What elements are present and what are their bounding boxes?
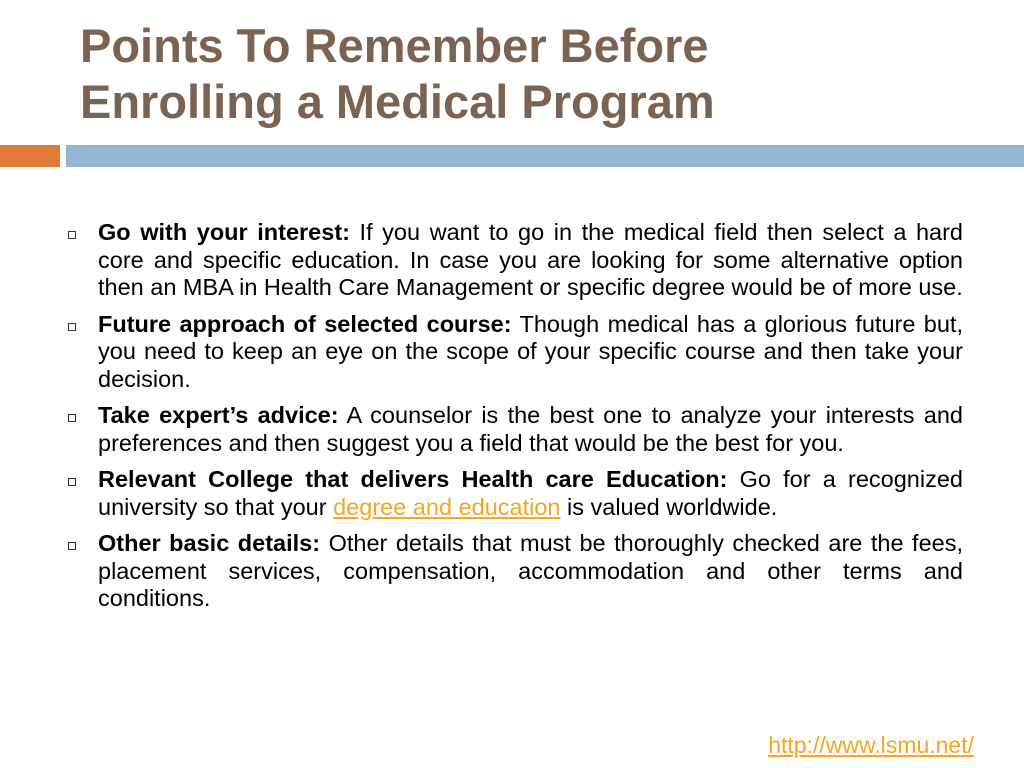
bullet-item-expert-advice bbox=[60, 402, 963, 457]
degree-education-link[interactable]: degree and education bbox=[333, 493, 561, 520]
slide-title bbox=[80, 18, 1000, 130]
bullet-item-future-approach bbox=[60, 311, 963, 394]
bullet-lead: Other basic details: bbox=[98, 530, 321, 556]
square-bullet-icon bbox=[68, 414, 76, 422]
bullet-text: If you want to go in the medical field then select a hard core and specific education. In case you are looking for some alternative option then an MBA in Health Care Management or specific degree would be of more use. bbox=[98, 219, 963, 300]
bullet-lead: Go with your interest: bbox=[98, 219, 350, 245]
accent-bar bbox=[0, 145, 60, 167]
title-line-2: Enrolling a Medical Program bbox=[80, 75, 715, 128]
bullet-list bbox=[60, 219, 963, 622]
bullet-text: Other details that must be thoroughly checked are the fees, placement services, compensation, accommodation and other terms and conditions. bbox=[98, 530, 963, 611]
bullet-text-before-link: Go for a recognized university so that your bbox=[98, 466, 963, 520]
bullet-lead: Future approach of selected course: bbox=[98, 310, 512, 337]
square-bullet-icon bbox=[68, 231, 76, 239]
bullet-text-after-link: is valued worldwide. bbox=[560, 493, 778, 520]
bullet-item-basic-details bbox=[60, 530, 963, 613]
bullet-text: Though medical has a glorious future but, you need to keep an eye on the scope of your specific course and then take your decision. bbox=[98, 310, 963, 392]
square-bullet-icon bbox=[68, 323, 76, 331]
divider-bar bbox=[66, 145, 1024, 167]
bullet-lead: Take expert’s advice: bbox=[98, 402, 339, 428]
bullet-item-interest bbox=[60, 219, 963, 302]
bullet-lead: Relevant College that delivers Health care Education: bbox=[98, 466, 728, 492]
title-line-1: Points To Remember Before bbox=[80, 19, 709, 72]
square-bullet-icon bbox=[68, 478, 76, 486]
bullet-text: A counselor is the best one to analyze your interests and preferences and then suggest you a field that would be the best for you. bbox=[98, 402, 963, 456]
footer-url-link[interactable]: http://www.lsmu.net/ bbox=[768, 732, 974, 758]
square-bullet-icon bbox=[68, 542, 76, 550]
bullet-item-relevant-college bbox=[60, 466, 963, 521]
